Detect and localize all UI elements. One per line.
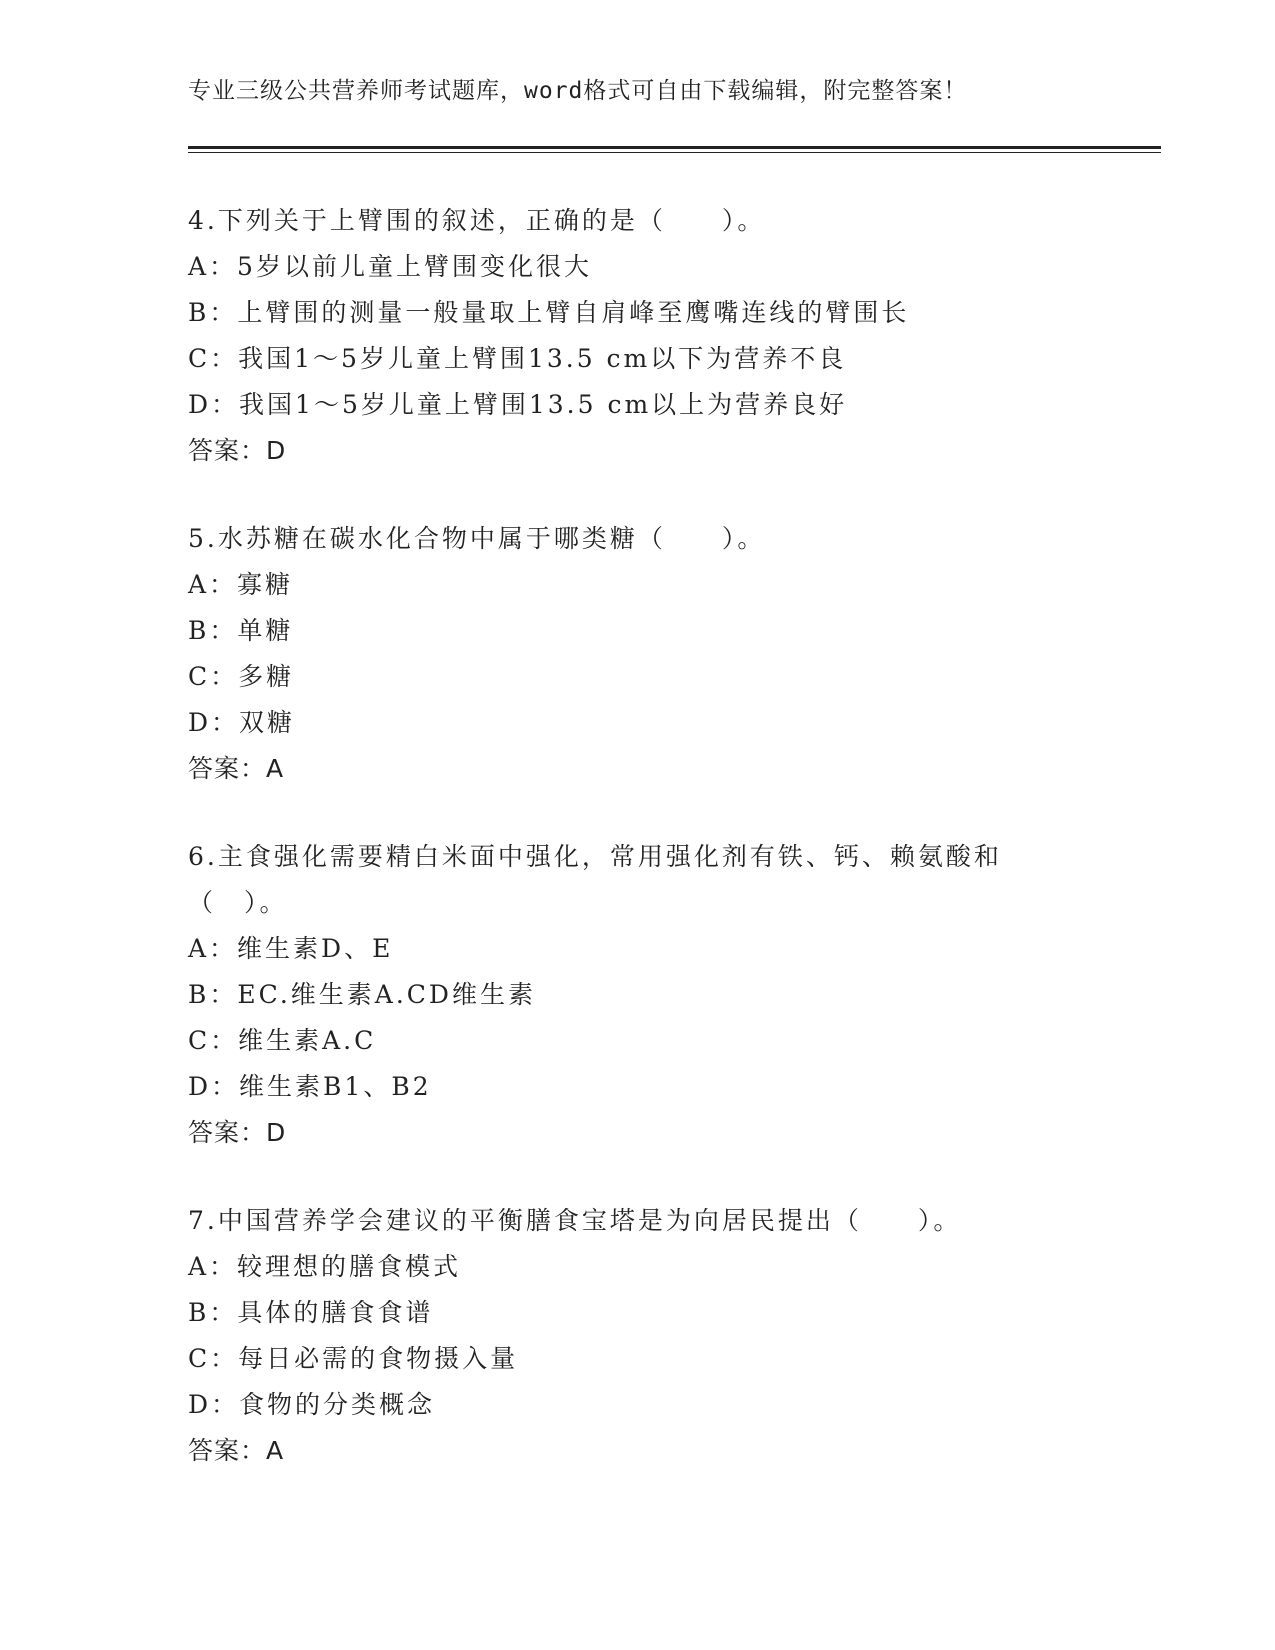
answer: 答案：D xyxy=(188,1118,287,1147)
option-a: A：5岁以前儿童上臂围变化很大 xyxy=(188,252,592,281)
option-c: C：每日必需的食物摄入量 xyxy=(188,1344,519,1373)
option-b: B：具体的膳食食谱 xyxy=(188,1298,434,1327)
option-a: A：较理想的膳食模式 xyxy=(188,1252,462,1281)
option-a: A：寡糖 xyxy=(188,570,294,599)
question-5 xyxy=(188,516,1088,792)
header-rule-thin xyxy=(188,152,1161,153)
option-c: C：维生素A.C xyxy=(188,1026,377,1055)
question-stem: 6.主食强化需要精白米面中强化，常用强化剂有铁、钙、赖氨酸和（ ）。 xyxy=(188,842,1002,917)
option-d: D：我国1～5岁儿童上臂围13.5 cm以上为营养良好 xyxy=(188,390,848,419)
answer: 答案：A xyxy=(188,1436,285,1465)
option-d: D：维生素B1、B2 xyxy=(188,1072,432,1101)
question-stem: 4.下列关于上臂围的叙述，正确的是（ ）。 xyxy=(188,206,766,235)
option-b: B：上臂围的测量一般量取上臂自肩峰至鹰嘴连线的臂围长 xyxy=(188,298,910,327)
option-c: C：多糖 xyxy=(188,662,295,691)
question-stem: 5.水苏糖在碳水化合物中属于哪类糖（ ）。 xyxy=(188,524,766,553)
option-b: B：EC.维生素A.CD维生素 xyxy=(188,980,536,1009)
answer: 答案：A xyxy=(188,754,285,783)
option-a: A：维生素D、E xyxy=(188,934,394,963)
question-7 xyxy=(188,1198,1088,1474)
answer: 答案：D xyxy=(188,436,287,465)
option-d: D：双糖 xyxy=(188,708,296,737)
question-6 xyxy=(188,834,1088,1156)
question-stem: 7.中国营养学会建议的平衡膳食宝塔是为向居民提出（ ）。 xyxy=(188,1206,962,1235)
page-header: 专业三级公共营养师考试题库，word格式可自由下载编辑，附完整答案！ xyxy=(188,78,968,104)
option-c: C：我国1～5岁儿童上臂围13.5 cm以下为营养不良 xyxy=(188,344,847,373)
option-b: B：单糖 xyxy=(188,616,294,645)
question-4 xyxy=(188,198,1088,474)
option-d: D：食物的分类概念 xyxy=(188,1390,436,1419)
header-rule-thick xyxy=(188,146,1161,149)
